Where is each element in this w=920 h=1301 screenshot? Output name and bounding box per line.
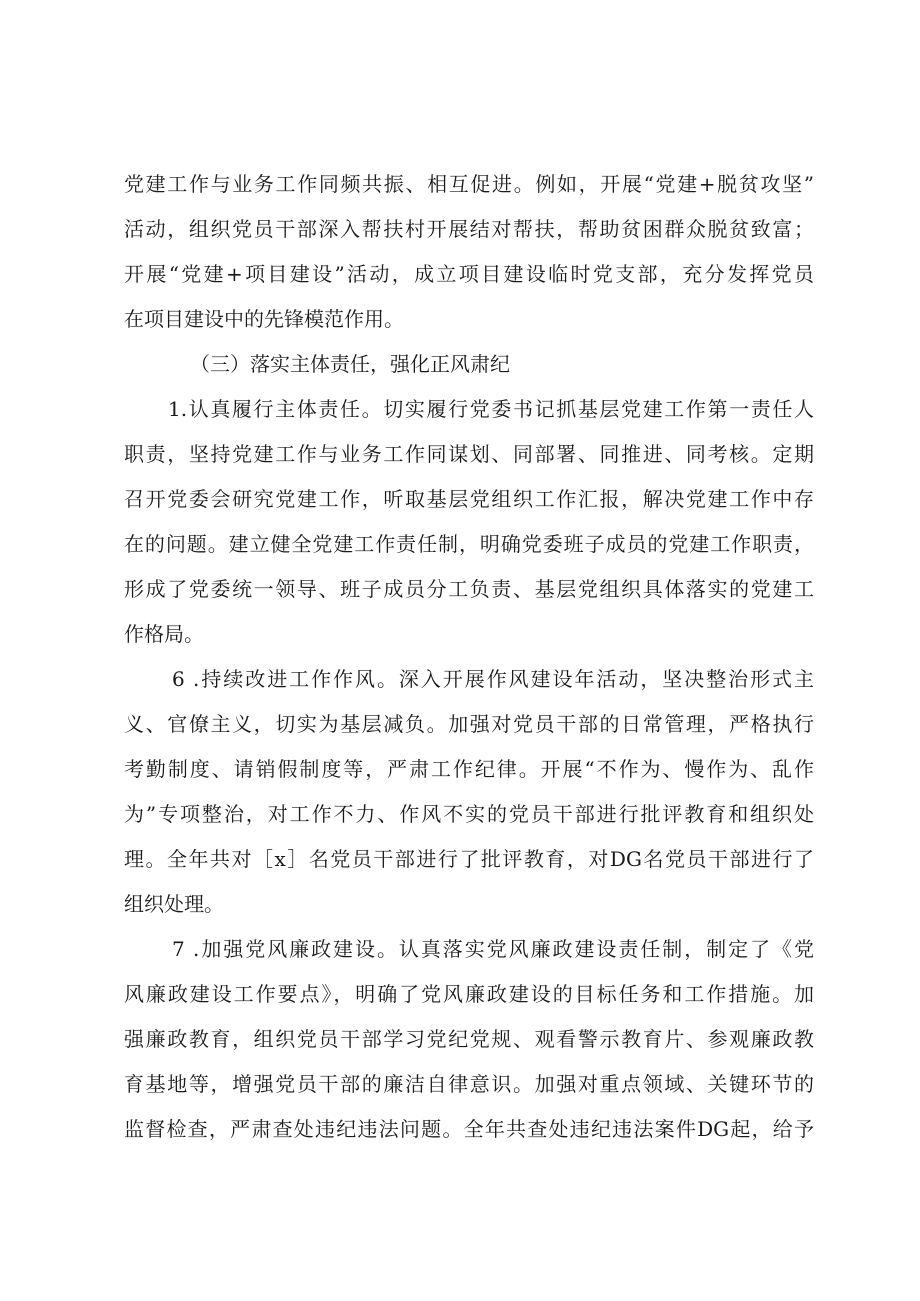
paragraph-line: 7 .加强党风廉政建设。认真落实党风廉政建设责任制，制定了《党 [172, 937, 814, 961]
paragraph-line: 在的问题。建立健全党建工作责任制，明确党委班子成员的党建工作职责， [124, 532, 814, 556]
paragraph-line: 党建工作与业务工作同频共振、相互促进。例如，开展“党建+脱贫攻坚” [124, 172, 814, 196]
paragraph-line: 理。全年共对［x］名党员干部进行了批评教育，对DG名党员干部进行了 [124, 847, 814, 871]
paragraph-line: 监督检查，严肃查处违纪违法问题。全年共查处违纪违法案件DG起，给予 [124, 1117, 814, 1141]
section-heading: （三）落实主体责任，强化正风肃纪 [190, 352, 510, 376]
paragraph-line: 为”专项整治，对工作不力、作风不实的党员干部进行批评教育和组织处 [124, 802, 814, 826]
paragraph-line: 作格局。 [124, 622, 204, 646]
paragraph-line: 6 .持续改进工作作风。深入开展作风建设年活动，坚决整治形式主 [172, 667, 814, 691]
paragraph-line: 形成了党委统一领导、班子成员分工负责、基层党组织具体落实的党建工 [124, 577, 814, 601]
paragraph-line: 组织处理。 [124, 892, 224, 916]
paragraph-line: 活动，组织党员干部深入帮扶村开展结对帮扶，帮助贫困群众脱贫致富； [124, 217, 814, 241]
paragraph-line: 开展“党建+项目建设”活动，成立项目建设临时党支部，充分发挥党员 [124, 262, 814, 286]
paragraph-line: 在项目建设中的先锋模范作用。 [124, 307, 404, 331]
paragraph-line: 1.认真履行主体责任。切实履行党委书记抓基层党建工作第一责任人 [168, 397, 814, 421]
paragraph-line: 考勤制度、请销假制度等，严肃工作纪律。开展“不作为、慢作为、乱作 [124, 757, 814, 781]
paragraph-line: 强廉政教育，组织党员干部学习党纪党规、观看警示教育片、参观廉政教 [124, 1027, 814, 1051]
paragraph-line: 召开党委会研究党建工作，听取基层党组织工作汇报，解决党建工作中存 [124, 487, 814, 511]
paragraph-line: 育基地等，增强党员干部的廉洁自律意识。加强对重点领域、关键环节的 [124, 1072, 814, 1096]
paragraph-line: 风廉政建设工作要点》，明确了党风廉政建设的目标任务和工作措施。加 [124, 982, 814, 1006]
paragraph-line: 义、官僚主义，切实为基层减负。加强对党员干部的日常管理，严格执行 [124, 712, 814, 736]
paragraph-line: 职责，坚持党建工作与业务工作同谋划、同部署、同推进、同考核。定期 [124, 442, 814, 466]
